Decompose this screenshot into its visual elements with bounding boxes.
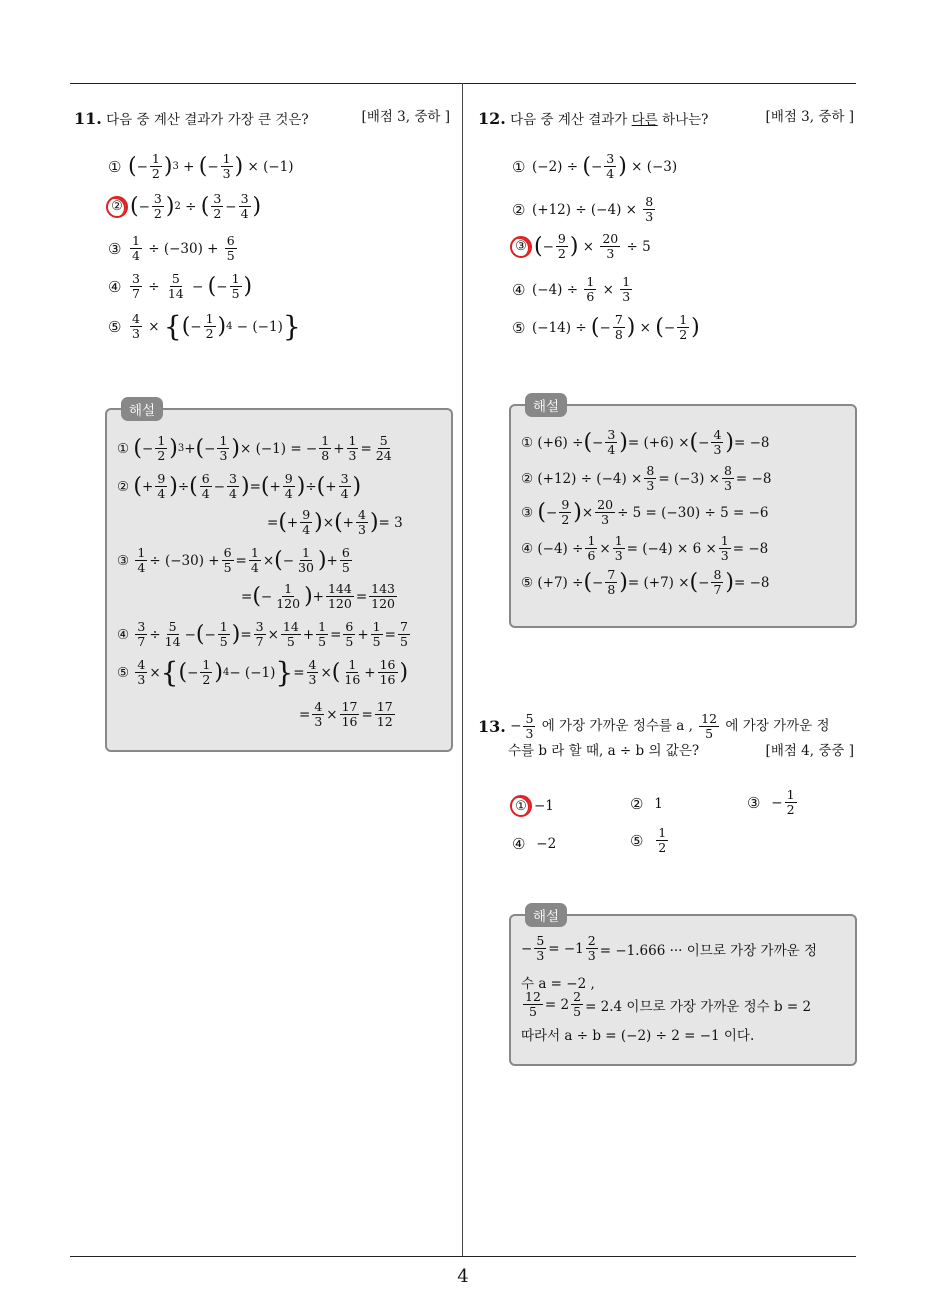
solution-tag: 해설 — [121, 397, 163, 421]
solution-text: 따라서 a ÷ b = (−2) ÷ 2 = −1 이다. — [521, 1028, 755, 1044]
option-marker: ② — [512, 200, 526, 219]
page-number: 4 — [457, 1266, 469, 1287]
solution-line: = ( + 9 4 ) × ( + 4 3 ) = 3 — [267, 507, 403, 538]
q11-option-3[interactable]: ③ 1 4 ÷ (−30) + 6 5 — [108, 233, 235, 264]
option-marker: ③ — [747, 793, 761, 812]
solution-line: ① ( − 1 2 ) 3 + ( − 1 3 ) × (−1) = − 1 8 + 1 3 = 5 24 — [117, 433, 392, 464]
solution-line: − 5 3 = −1 $\frac{2}{3}$ = −1.666 ··· 이므로 가장 가까운 정 — [521, 933, 817, 964]
question-text-underlined: 다른 — [631, 112, 658, 128]
solution-line: ② (+12) ÷ (−4) × 8 3 = (−3) × 8 3 = −8 — [521, 463, 772, 494]
selected-answer-mark: ③ — [510, 236, 532, 258]
question-11 — [74, 108, 450, 130]
option-marker: ① — [512, 157, 526, 176]
question-number: 11. — [74, 109, 102, 128]
solution-tag: 해설 — [525, 903, 567, 927]
q13-option-2[interactable] — [630, 795, 663, 813]
q12-option-2[interactable]: ② (+12) ÷ (−4) × 8 3 — [512, 194, 654, 225]
column-divider — [462, 83, 463, 1256]
solution-line — [521, 1024, 754, 1044]
question-text: 다음 중 계산 결과가 — [510, 112, 632, 128]
option-marker: ④ — [512, 280, 526, 299]
solution-text: = 2.4 이므로 가장 가까운 정수 b = 2 — [585, 998, 812, 1015]
solution-line: ① (+6) ÷ ( − 3 4 ) = (+6) × ( − 4 3 ) = −8 — [521, 427, 770, 458]
option-marker: ③ — [108, 239, 122, 258]
option-value: −1 — [534, 798, 554, 814]
option-marker: ② — [630, 795, 644, 813]
solution-text: = −1.666 ··· 이므로 가장 가까운 정 — [599, 942, 817, 959]
solution-line: ⑤ (+7) ÷ ( − 7 8 ) = (+7) × ( − 8 7 ) = −8 — [521, 567, 770, 598]
top-rule — [70, 83, 856, 84]
question-points: [배점 3, 중하 ] — [765, 109, 854, 125]
q11-option-2[interactable]: ② ( − 3 2 ) 2 ÷ ( 3 2 − 3 4 ) — [106, 192, 261, 222]
q11-option-5[interactable]: ⑤ 4 3 × { ( − 1 2 ) 4 − (−1) } — [108, 309, 301, 343]
q13-option-4[interactable] — [512, 835, 556, 853]
question-12 — [478, 108, 854, 130]
question-text: 에 가장 가까운 정수를 a , — [541, 718, 693, 735]
option-marker: ⑤ — [630, 831, 644, 850]
q12-option-3[interactable]: ③ ( − 9 2 ) × 20 3 ÷ 5 — [510, 232, 651, 262]
question-text: 에 가장 가까운 정 — [725, 718, 830, 735]
question-number: 12. — [478, 109, 506, 128]
question-number: 13. — [478, 716, 506, 736]
solution-line: = 4 3 × 17 16 = 17 12 — [299, 699, 393, 730]
bottom-rule — [70, 1256, 856, 1257]
solution-line: ③ ( − 9 2 ) × 20 3 ÷ 5 = (−30) ÷ 5 = −6 — [521, 497, 769, 528]
q12-option-5[interactable]: ⑤ (−14) ÷ ( − 7 8 ) × ( − 1 2 ) — [512, 312, 700, 343]
solution-line: = ( − 1 120 ) + 144 120 = 143 120 — [241, 581, 396, 612]
q13-option-5[interactable]: ⑤ 1 2 — [630, 825, 667, 856]
solution-line: ④ 3 7 ÷ 5 14 − ( − 1 5 ) = 3 7 × 14 5 + 1 5 = 6 5 + 1 5 = 7 5 — [117, 619, 408, 650]
question-text: 수를 b 라 할 때, a ÷ b 의 값은? — [508, 742, 700, 759]
selected-answer-mark: ② — [106, 196, 128, 218]
q13-option-3[interactable]: ③ − $\frac{1}{2}$ — [747, 787, 795, 818]
solution-line: 12 5 = 2 $\frac{2}{5}$ = 2.4 이므로 가장 가까운 정수 b = 2 — [525, 989, 812, 1020]
option-value: − — [771, 794, 783, 811]
q13-option-1[interactable] — [510, 795, 554, 817]
q11-solution-box — [105, 403, 453, 752]
solution-line: ⑤ 4 3 × { ( − 1 2 ) 4 − (−1) } = 4 3 × ( 1 16 + 16 16 ) — [117, 655, 409, 689]
question-points: [배점 4, 중중 ] — [765, 742, 854, 759]
option-value: −2 — [536, 836, 557, 852]
option-marker: ⑤ — [108, 317, 122, 336]
question-points: [배점 3, 중하 ] — [361, 109, 450, 125]
option-value: 1 — [654, 796, 663, 812]
q12-option-1[interactable]: ① (−2) ÷ ( − 3 4 ) × (−3) — [512, 151, 678, 182]
q11-option-1[interactable]: ① ( − 1 2 ) 3 + ( − 1 3 ) × (−1) — [108, 151, 294, 182]
option-marker: ⑤ — [512, 318, 526, 337]
solution-line: ④ (−4) ÷ 1 6 × 1 3 = (−4) × 6 × 1 3 = −8 — [521, 533, 769, 564]
q13-solution-box — [509, 909, 857, 1066]
question-text: 다음 중 계산 결과가 가장 큰 것은? — [106, 112, 309, 128]
question-text: 하나는? — [657, 112, 709, 128]
question-13: 13. − 5 3 에 가장 가까운 정수를 a , 12 5 에 가장 가까운 정 수를 b 라 할 때, a ÷ b 의 값은? [배점 4, 중중 ] — [478, 711, 854, 759]
solution-text: 수 a = −2 , — [521, 976, 595, 992]
solution-tag: 해설 — [525, 393, 567, 417]
selected-answer-mark: ① — [510, 795, 532, 817]
solution-line: ③ 1 4 ÷ (−30) + 6 5 = 1 4 × ( − 1 30 ) + 6 5 — [117, 545, 350, 576]
q11-option-4[interactable]: ④ 3 7 ÷ 5 14 − ( − 1 5 ) — [108, 271, 253, 302]
q12-solution-box — [509, 399, 857, 628]
solution-line: ② ( + 9 4 ) ÷ ( 6 4 − 3 4 ) = ( + 9 4 ) ÷ ( + 3 4 ) — [117, 471, 362, 502]
q12-option-4[interactable]: ④ (−4) ÷ 1 6 × 1 3 — [512, 274, 631, 305]
option-marker: ④ — [512, 835, 526, 853]
option-marker: ① — [108, 157, 122, 176]
option-marker: ④ — [108, 277, 122, 296]
